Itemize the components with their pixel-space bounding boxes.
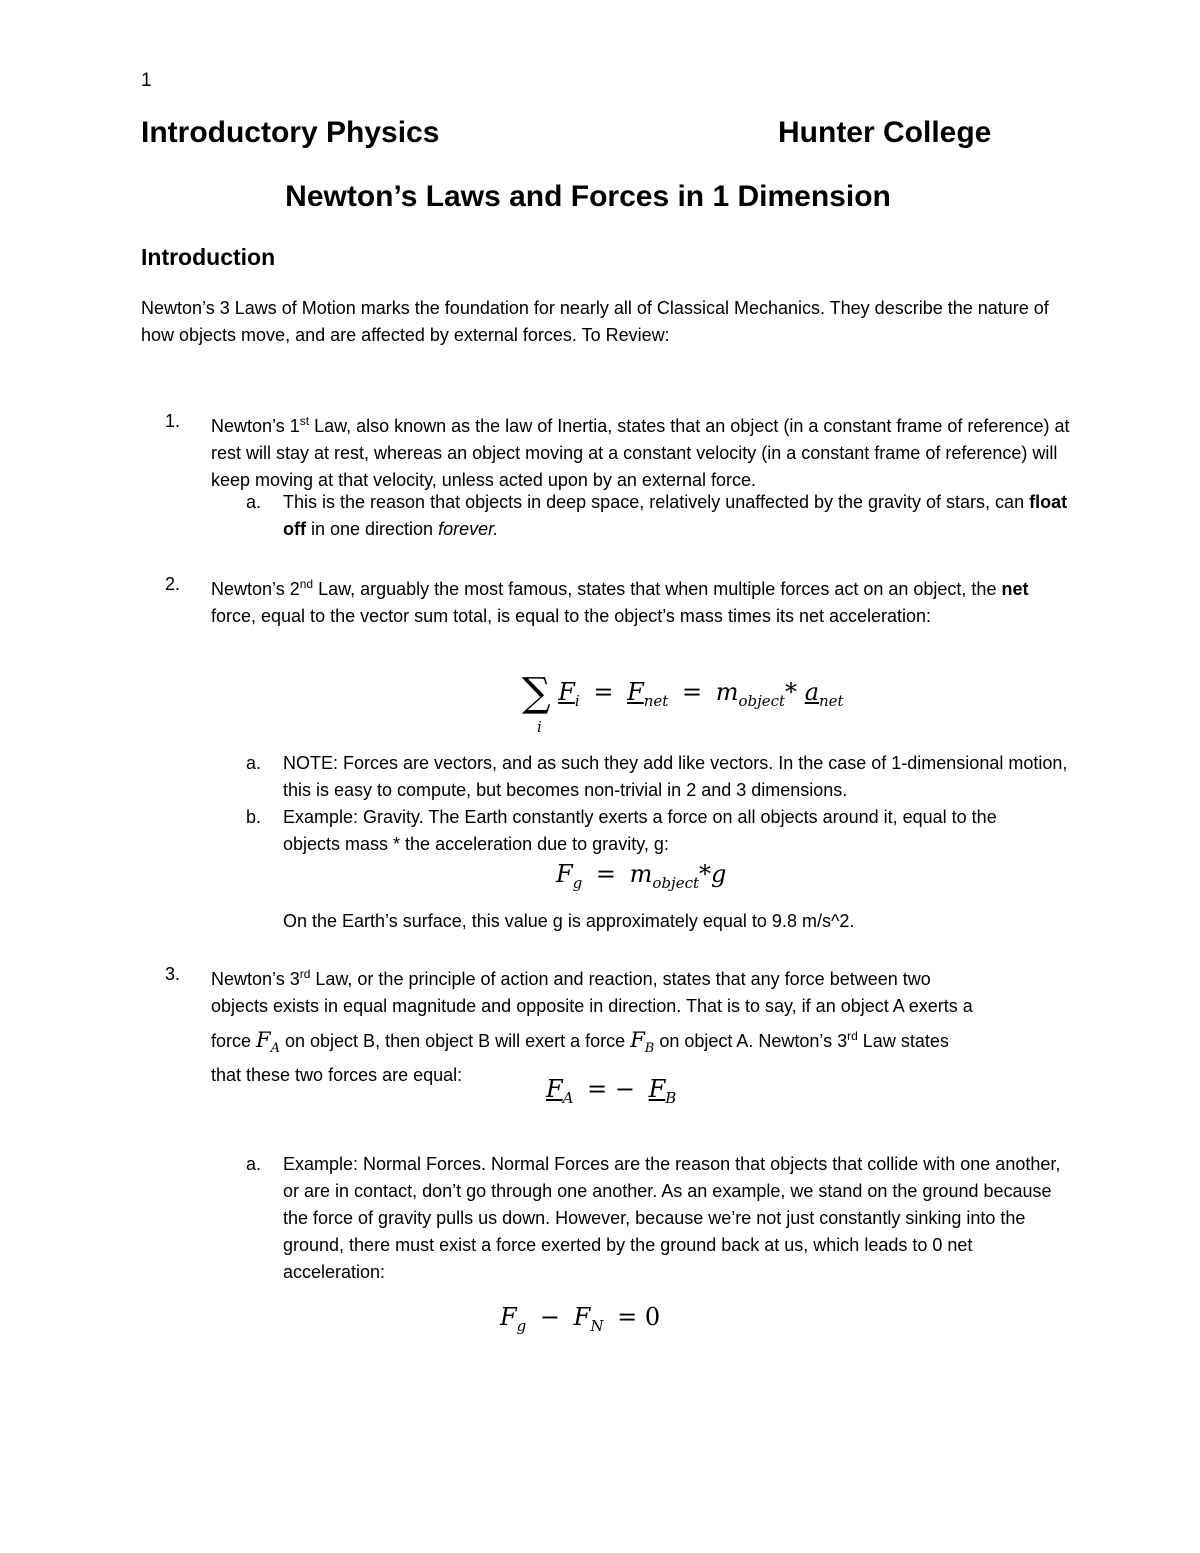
law1-sub-a-label: a. (246, 492, 262, 512)
law1-text: Newton’s 1st Law, also known as the law of Inertia, states that an object (in a constant frame of reference) at rest will stay at rest, whereas an object moving at a constant velocity (in a constant frame of reference) will keep moving at that velocity, unless acted upon by an external force. (211, 414, 1070, 490)
document-title: Newton’s Laws and Forces in 1 Dimension (285, 180, 891, 213)
summation-symbol: ∑ i (522, 670, 551, 736)
normal-force-equation: $F_g - F_N = 0$ (500, 1303, 661, 1335)
law3-number: 3. (165, 964, 181, 984)
intro-paragraph: Newton’s 3 Laws of Motion marks the foundation for nearly all of Classical Mechanics. They describe the nature of how objects move, and are affected by external forces. To Review: (141, 298, 1049, 345)
law3-text (211, 961, 1081, 1089)
course-name: Introductory Physics (141, 116, 440, 149)
law3-sub-a-label: a. (246, 1154, 262, 1174)
law3-sub-a-text: Example: Normal Forces. Normal Forces are the reason that objects that collide with one another, or are in contact, don’t go through one another. As an example, we stand on the ground because the force of gravity pulls us down. However, because we’re not just constantly sinking into the ground, there must exist a force exerted by the ground back at us, which leads to 0 net acceleration: (283, 1154, 1061, 1282)
law3-line-3: force $F_A$ on object B, then object B will exert a force $F_B$ on object A. Newton’s 3rd Law states (211, 1028, 949, 1057)
law2-number: 2. (165, 574, 181, 594)
page-number: 1 (141, 70, 152, 91)
law2-sub-a-text: NOTE: Forces are vectors, and as such they add like vectors. In the case of 1-dimensional motion, this is easy to compute, but becomes non-trivial in 2 and 3 dimensions. (283, 753, 1068, 800)
force-b-symbol: $F_B$ (630, 1028, 655, 1057)
gravity-note: On the Earth’s surface, this value g is approximately equal to 9.8 m/s^2. (283, 911, 855, 931)
law3-line-1: Newton’s 3rd Law, or the principle of action and reaction, states that any force between two (211, 967, 931, 989)
section-heading: Introduction (141, 244, 276, 270)
law2-text: Newton’s 2nd Law, arguably the most famous, states that when multiple forces act on an object, the net force, equal to the vector sum total, is equal to the object’s mass times its net acceleration: (211, 577, 1029, 626)
action-reaction-equation: $F_A$ = − $F_B$ (546, 1075, 677, 1107)
law1-number: 1. (165, 411, 181, 431)
law3-line-2: objects exists in equal magnitude and opposite in direction. That is to say, if an object A exerts a (211, 996, 973, 1016)
law2-sub-b-text: Example: Gravity. The Earth constantly exerts a force on all objects around it, equal to the objects mass * the acceleration due to gravity, g: (283, 807, 997, 854)
law1-sub-a-text: This is the reason that objects in deep space, relatively unaffected by the gravity of stars, can float off in one direction forever. (283, 492, 1068, 539)
force-a-symbol: $F_A$ (256, 1028, 280, 1057)
law2-sub-b-label: b. (246, 807, 262, 827)
gravity-equation: $F_g = m_{object}*g$ (556, 860, 727, 892)
law2-sub-a-label: a. (246, 753, 262, 773)
newton-second-law-equation: ∑ i $F_i = F_{net} = m_{object}*$ $a_{net}$ (522, 670, 844, 736)
law3-line-4: that these two forces are equal: (211, 1065, 463, 1086)
institution-name: Hunter College (778, 116, 992, 149)
